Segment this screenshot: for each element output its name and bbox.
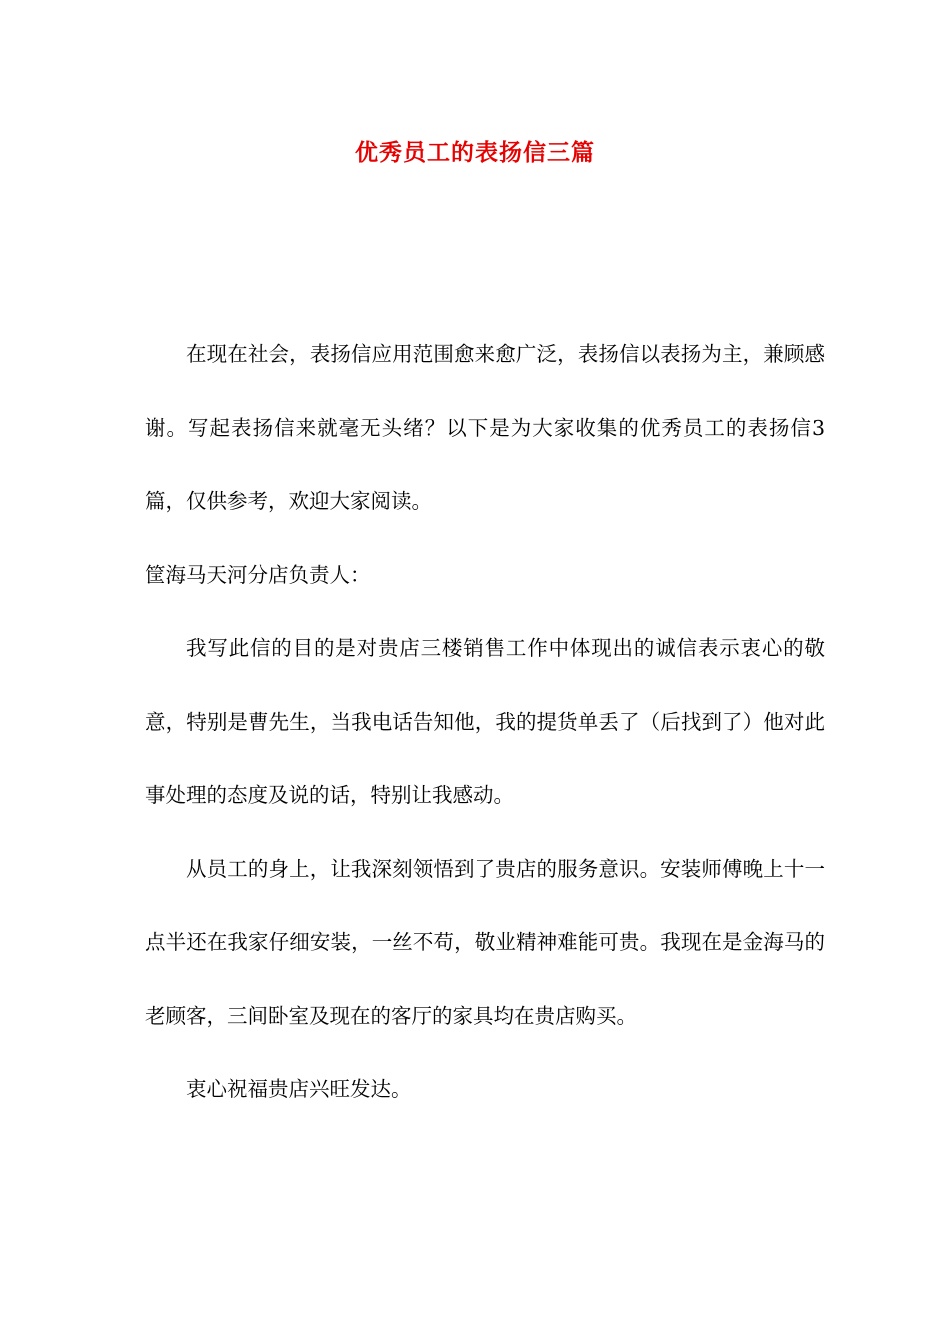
document-body: [145, 318, 825, 1127]
paragraph-salutation: 筐海马天河分店负责人：: [145, 562, 371, 587]
document-title: 优秀员工的表扬信三篇: [355, 139, 595, 166]
paragraph-letter-1: 我写此信的目的是对贵店三楼销售工作中体现出的诚信表示衷心的敬意，特别是曹先生，当我电话告知他，我的提货单丢了（后找到了）他对此事处理的态度及说的话，特别让我感动。: [145, 636, 825, 807]
paragraph-letter-2: 从员工的身上，让我深刻领悟到了贵店的服务意识。安装师傅晚上十一点半还在我家仔细安装，一丝不苟，敬业精神难能可贵。我现在是金海马的老顾客，三间卧室及现在的客厅的家具均在贵店购买。: [145, 856, 825, 1028]
paragraph-closing: 衷心祝福贵店兴旺发达。: [186, 1077, 412, 1101]
paragraph-intro: 在现在社会，表扬信应用范围愈来愈广泛，表扬信以表扬为主，兼顾感谢。写起表扬信来就毫无头绪？以下是为大家收集的优秀员工的表扬信3篇，仅供参考，欢迎大家阅读。: [145, 342, 825, 513]
